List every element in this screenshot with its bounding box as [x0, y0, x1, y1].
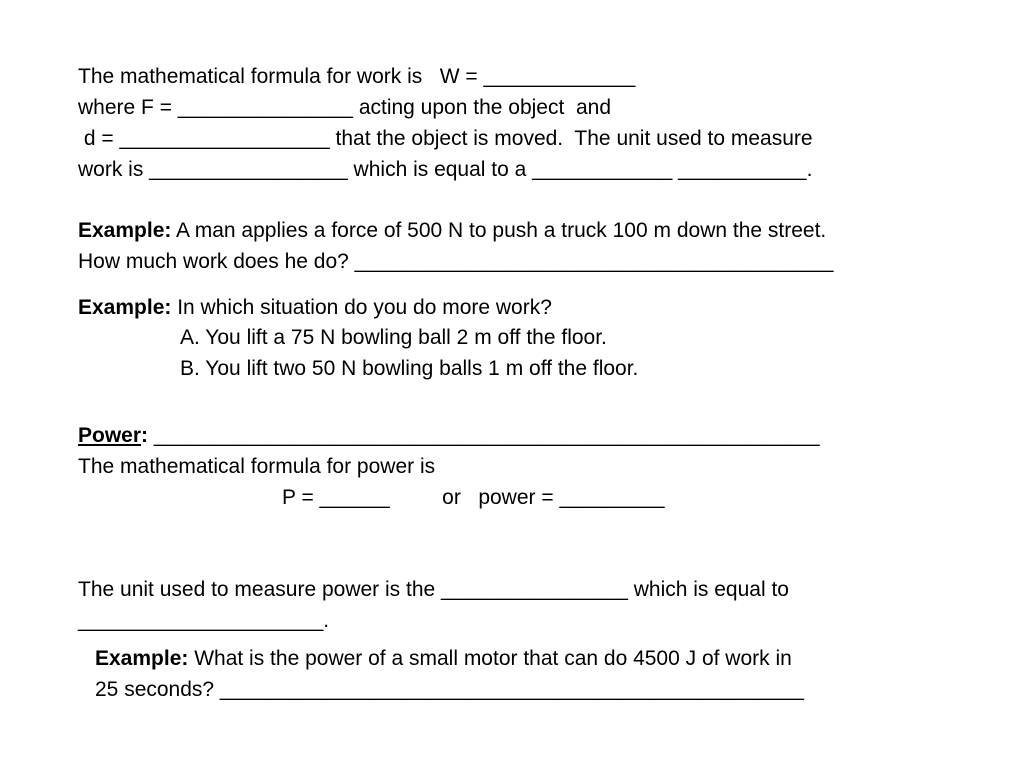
- power-formula: P = ______ or power = _________: [282, 486, 665, 509]
- distance-definition-line: d = __________________ that the object is moved. The unit used to measure: [78, 127, 813, 150]
- power-definition-line: [78, 424, 820, 448]
- power-unit-line: The unit used to measure power is the ________________ which is equal to: [78, 578, 789, 601]
- example-1-question: How much work does he do? _________________________________________: [78, 250, 834, 273]
- power-formula-intro: The mathematical formula for power is: [78, 455, 436, 478]
- example-3-text: What is the power of a small motor that can do 4500 J of work in: [188, 647, 792, 670]
- example-1-line: [78, 219, 826, 243]
- power-label: Power: [78, 424, 142, 447]
- work-formula-line: The mathematical formula for work is W = _____________: [78, 65, 636, 88]
- example-2-option-a: A. You lift a 75 N bowling ball 2 m off the floor.: [180, 326, 607, 349]
- example-2-label: Example:: [78, 296, 172, 319]
- power-blank: _________________________________________________________: [148, 424, 820, 447]
- example-3-question: 25 seconds? __________________________________________________: [95, 678, 804, 701]
- work-unit-line: work is _________________ which is equal to a ____________ ___________.: [78, 158, 813, 181]
- force-definition-line: where F = _______________ acting upon the object and: [78, 96, 612, 119]
- example-2-text: In which situation do you do more work?: [171, 296, 552, 319]
- example-1-text: A man applies a force of 500 N to push a truck 100 m down the street.: [171, 219, 827, 242]
- example-3-label: Example:: [95, 647, 189, 670]
- example-2-line: [78, 296, 552, 320]
- example-2-option-b: B. You lift two 50 N bowling balls 1 m off the floor.: [180, 357, 639, 380]
- example-1-label: Example:: [78, 219, 172, 242]
- example-3-line: [95, 647, 792, 671]
- power-unit-line-2: _____________________.: [78, 609, 330, 632]
- power-colon: :: [141, 424, 149, 447]
